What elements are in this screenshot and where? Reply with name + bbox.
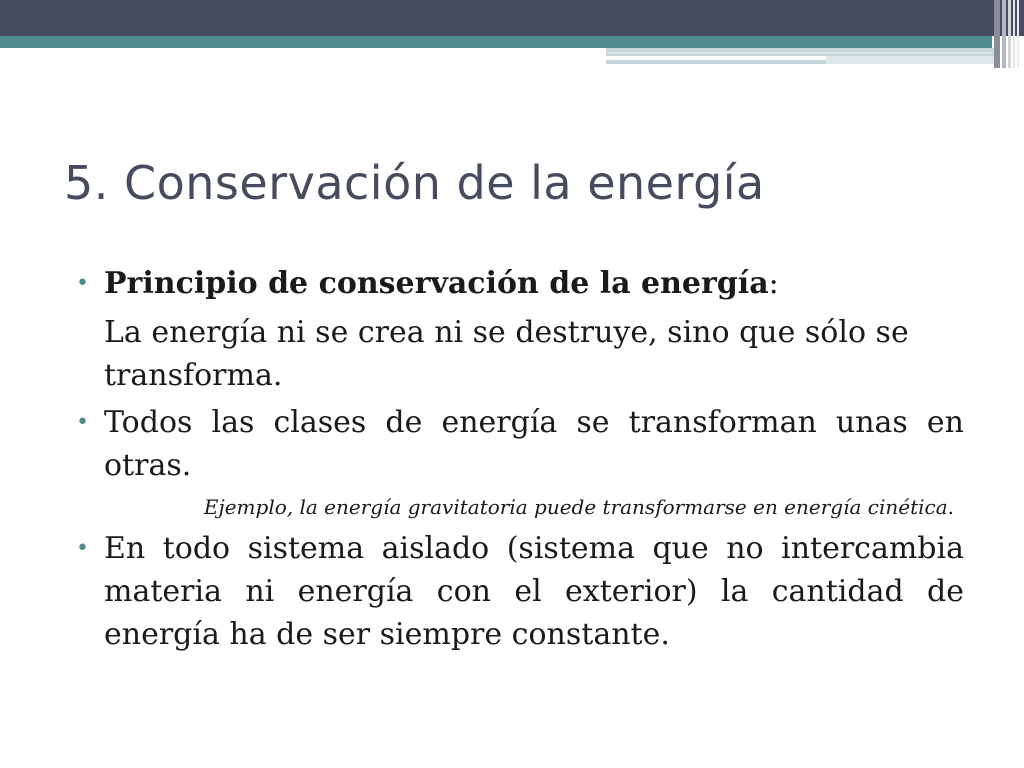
bullet-text: En todo sistema aislado (sistema que no intercambia materia ni energía con el exterior) la cantidad de energía ha de ser siempre constante. (104, 531, 964, 652)
bullet-marker: • (76, 271, 89, 296)
header-band-light-3 (606, 60, 826, 64)
header-band-line (606, 52, 998, 54)
bullet-item-transform (76, 401, 964, 487)
bullet-item-isolated-system (76, 527, 964, 656)
bullet-item-principle (76, 262, 964, 397)
header-band-teal (0, 36, 992, 48)
slide-body (76, 262, 964, 656)
slide-title: 5. Conservación de la energía (64, 156, 765, 210)
header-band-light-2 (826, 56, 998, 64)
bullet-heading: Principio de conservación de la energía (104, 266, 769, 301)
bullet-text: Todos las clases de energía se transforman unas en otras. (104, 405, 964, 483)
header-band-dark (0, 0, 1024, 36)
bullet-heading-line (104, 262, 964, 305)
bullet-marker: • (76, 410, 89, 435)
bullet-heading-suffix: : (768, 266, 779, 301)
bullet-marker: • (76, 536, 89, 561)
bullet-text: La energía ni se crea ni se destruye, sino que sólo se transforma. (104, 315, 909, 393)
example-text: Ejemplo, la energía gravitatoria puede transformarse en energía cinética. (203, 495, 954, 519)
